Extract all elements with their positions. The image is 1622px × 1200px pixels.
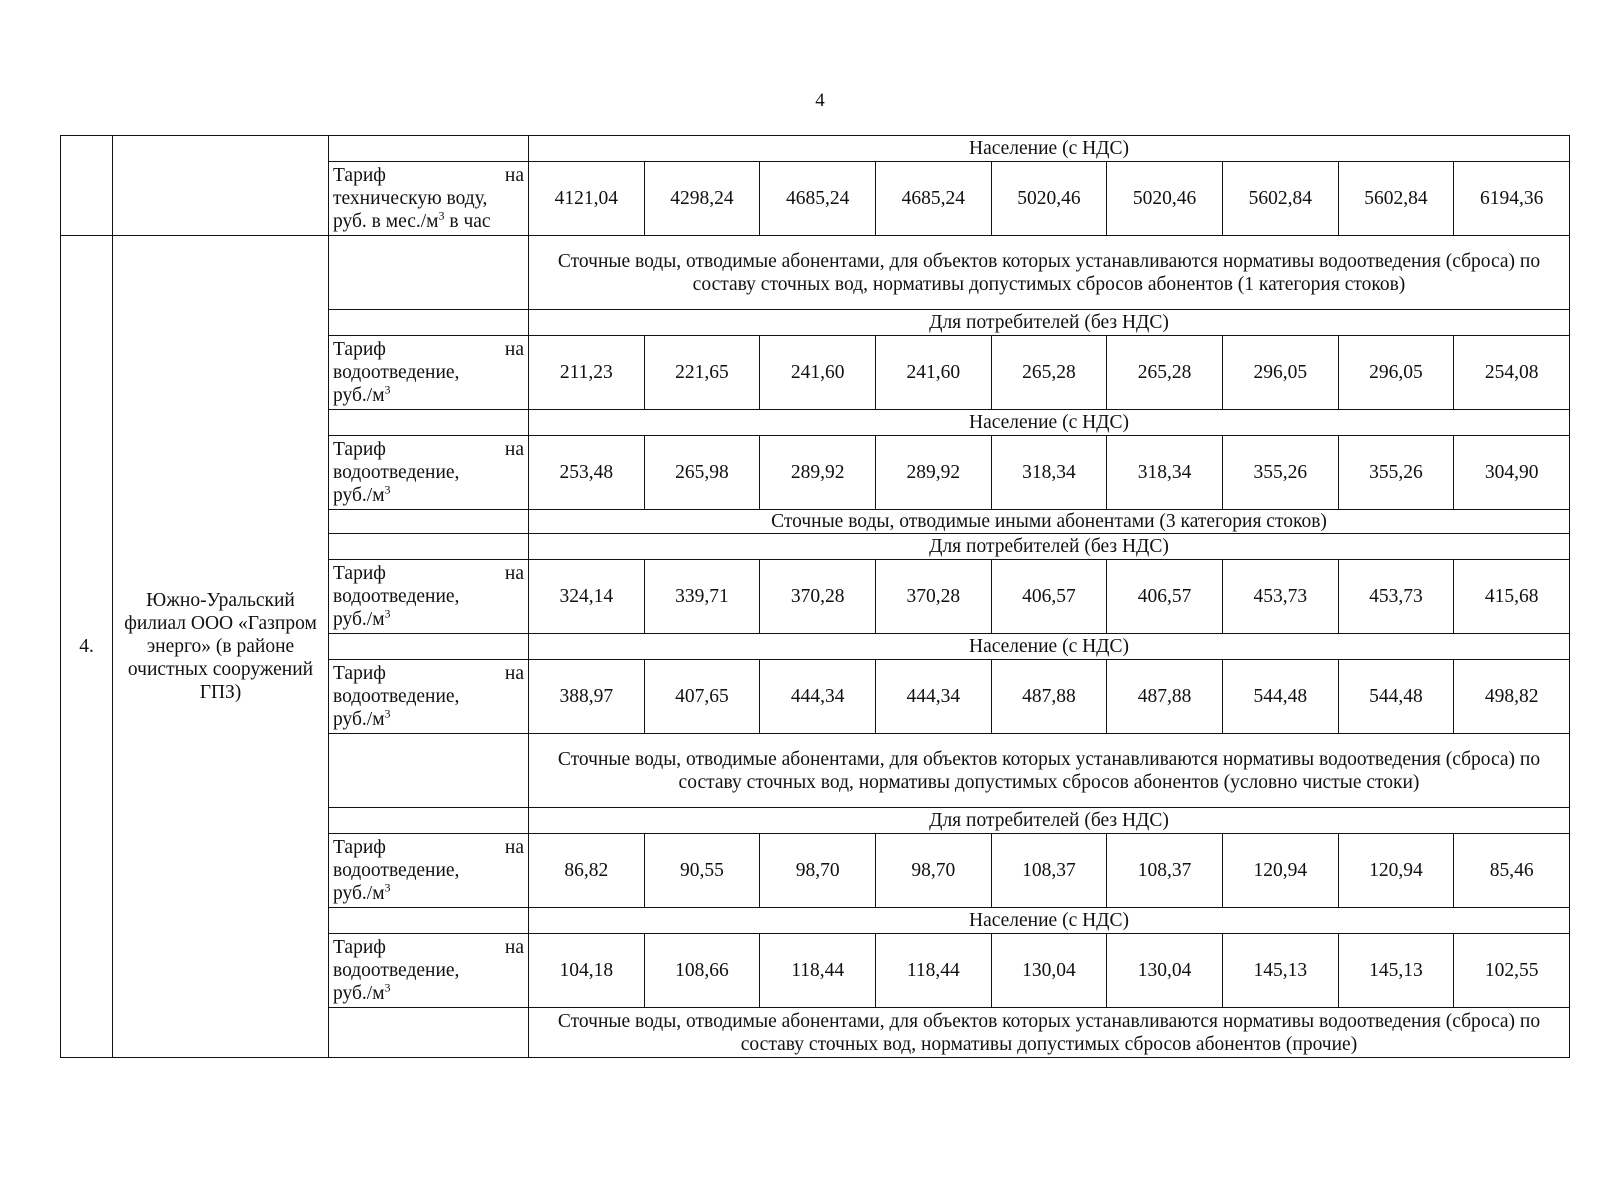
tariff-value: 118,44 [760, 934, 876, 1008]
tariff-unit [333, 882, 524, 905]
unit-exponent: 3 [384, 482, 391, 497]
empty-cell [329, 236, 529, 310]
tariff-value: 98,70 [875, 834, 991, 908]
tariff-value: 118,44 [875, 934, 991, 1008]
tariff-value: 444,34 [760, 660, 876, 734]
tariff-service: водоотведение, [333, 960, 460, 981]
unit-tail: в час [444, 211, 491, 232]
group-header: Население (с НДС) [529, 634, 1570, 660]
tariff-unit [333, 608, 524, 631]
section-title: Сточные воды, отводимые абонентами, для объектов которых устанавливаются нормативы водоотведения (сброса) по составу сточных вод, нормативы допустимых сбросов абонентов (условно чистые стоки) [529, 734, 1570, 808]
tariff-value: 370,28 [875, 560, 991, 634]
tariff-value: 444,34 [875, 660, 991, 734]
group-header: Население (с НДС) [529, 136, 1570, 162]
tariff-value: 120,94 [1222, 834, 1338, 908]
scan-mark [117, 177, 324, 195]
unit-exponent: 3 [384, 382, 391, 397]
tariff-value: 130,04 [991, 934, 1107, 1008]
tariff-word: Тариф [333, 165, 386, 186]
tariff-value: 104,18 [529, 934, 645, 1008]
empty-cell [329, 510, 529, 534]
tariff-unit [333, 708, 524, 731]
section-title: Сточные воды, отводимые иными абонентами (3 категория стоков) [529, 510, 1570, 534]
tariff-value: 415,68 [1454, 560, 1570, 634]
tariff-value: 544,48 [1338, 660, 1454, 734]
tariff-service: водоотведение, [333, 462, 460, 483]
tariff-label [329, 834, 529, 908]
empty-cell [329, 310, 529, 336]
group-header: Для потребителей (без НДС) [529, 534, 1570, 560]
tariff-word: Тариф [333, 837, 386, 858]
unit-main: руб./м [333, 983, 385, 1004]
tariff-value: 487,88 [1107, 660, 1223, 734]
tariff-value: 265,28 [1107, 336, 1223, 410]
tariff-value: 254,08 [1454, 336, 1570, 410]
tariff-word: Тариф [333, 439, 386, 460]
tariff-service: водоотведение, [333, 686, 460, 707]
tariff-value: 289,92 [875, 436, 991, 510]
tariff-service: водоотведение, [333, 860, 460, 881]
tariff-value: 145,13 [1338, 934, 1454, 1008]
tariff-value: 90,55 [644, 834, 760, 908]
tariff-label [329, 162, 529, 236]
tariff-value: 211,23 [529, 336, 645, 410]
tariff-value: 5020,46 [1107, 162, 1223, 236]
tariff-value: 120,94 [1338, 834, 1454, 908]
tariff-value: 407,65 [644, 660, 760, 734]
tariff-value: 318,34 [991, 436, 1107, 510]
empty-cell [329, 410, 529, 436]
unit-main: руб./м [333, 385, 385, 406]
tariff-value: 5020,46 [991, 162, 1107, 236]
tariff-label-top [333, 338, 524, 361]
tariff-prep: на [504, 165, 524, 186]
tariff-value: 4298,24 [644, 162, 760, 236]
organization-cell-prev [113, 136, 329, 236]
tariff-unit [333, 384, 524, 407]
tariff-value: 85,46 [1454, 834, 1570, 908]
tariff-prep: на [504, 339, 524, 360]
tariff-value: 296,05 [1222, 336, 1338, 410]
tariff-value: 487,88 [991, 660, 1107, 734]
tariff-value: 4685,24 [875, 162, 991, 236]
tariff-table [60, 135, 1570, 1058]
tariff-value: 498,82 [1454, 660, 1570, 734]
tariff-value: 98,70 [760, 834, 876, 908]
empty-cell [329, 734, 529, 808]
group-header: Население (с НДС) [529, 410, 1570, 436]
tariff-value: 453,73 [1222, 560, 1338, 634]
group-header: Для потребителей (без НДС) [529, 808, 1570, 834]
tariff-word: Тариф [333, 663, 386, 684]
unit-main: руб./м [333, 883, 385, 904]
tariff-value: 355,26 [1338, 436, 1454, 510]
section-title: Сточные воды, отводимые абонентами, для объектов которых устанавливаются нормативы водоотведения (сброса) по составу сточных вод, нормативы допустимых сбросов абонентов (прочие) [529, 1008, 1570, 1058]
tariff-value: 241,60 [875, 336, 991, 410]
tariff-label [329, 560, 529, 634]
tariff-label-top [333, 164, 524, 187]
unit-main: руб./м [333, 709, 385, 730]
table-row [61, 136, 1570, 162]
tariff-value: 544,48 [1222, 660, 1338, 734]
row-number: 4. [61, 236, 113, 1058]
group-header: Для потребителей (без НДС) [529, 310, 1570, 336]
tariff-value: 304,90 [1454, 436, 1570, 510]
tariff-value: 406,57 [991, 560, 1107, 634]
unit-exponent: 3 [384, 980, 391, 995]
tariff-prep: на [504, 563, 524, 584]
tariff-value: 355,26 [1222, 436, 1338, 510]
unit-exponent: 3 [384, 880, 391, 895]
tariff-value: 5602,84 [1222, 162, 1338, 236]
tariff-value: 253,48 [529, 436, 645, 510]
tariff-label-top [333, 438, 524, 461]
empty-cell [329, 634, 529, 660]
tariff-value: 318,34 [1107, 436, 1223, 510]
unit-main: руб./м [333, 485, 385, 506]
tariff-prep: на [504, 663, 524, 684]
tariff-prep: на [504, 837, 524, 858]
tariff-word: Тариф [333, 937, 386, 958]
tariff-prep: на [504, 937, 524, 958]
empty-cell [329, 908, 529, 934]
tariff-service: водоотведение, [333, 362, 460, 383]
tariff-label-top [333, 936, 524, 959]
tariff-value: 241,60 [760, 336, 876, 410]
section-title: Сточные воды, отводимые абонентами, для объектов которых устанавливаются нормативы водоотведения (сброса) по составу сточных вод, нормативы допустимых сбросов абонентов (1 категория стоков) [529, 236, 1570, 310]
tariff-label [329, 436, 529, 510]
tariff-label [329, 660, 529, 734]
tariff-label [329, 336, 529, 410]
unit-main: руб. в мес./м [333, 211, 439, 232]
tariff-service: техническую воду, [333, 188, 488, 209]
row-number-cell-prev [61, 136, 113, 236]
empty-cell [329, 534, 529, 560]
tariff-value: 339,71 [644, 560, 760, 634]
empty-cell [329, 1008, 529, 1058]
tariff-value: 4685,24 [760, 162, 876, 236]
tariff-value: 388,97 [529, 660, 645, 734]
tariff-value: 130,04 [1107, 934, 1223, 1008]
tariff-label-top [333, 662, 524, 685]
tariff-label [329, 934, 529, 1008]
tariff-value: 108,37 [991, 834, 1107, 908]
tariff-value: 5602,84 [1338, 162, 1454, 236]
tariff-value: 221,65 [644, 336, 760, 410]
tariff-label-top [333, 562, 524, 585]
tariff-unit [333, 484, 524, 507]
group-header: Население (с НДС) [529, 908, 1570, 934]
tariff-value: 406,57 [1107, 560, 1223, 634]
tariff-word: Тариф [333, 563, 386, 584]
tariff-value: 265,98 [644, 436, 760, 510]
tariff-value: 145,13 [1222, 934, 1338, 1008]
empty-cell [329, 808, 529, 834]
tariff-value: 86,82 [529, 834, 645, 908]
unit-main: руб./м [333, 609, 385, 630]
tariff-word: Тариф [333, 339, 386, 360]
tariff-value: 296,05 [1338, 336, 1454, 410]
tariff-value: 453,73 [1338, 560, 1454, 634]
unit-exponent: 3 [438, 208, 445, 223]
tariff-value: 108,37 [1107, 834, 1223, 908]
tariff-value: 108,66 [644, 934, 760, 1008]
tariff-service: водоотведение, [333, 586, 460, 607]
empty-cell [329, 136, 529, 162]
tariff-value: 324,14 [529, 560, 645, 634]
tariff-value: 265,28 [991, 336, 1107, 410]
tariff-value: 289,92 [760, 436, 876, 510]
tariff-label-top [333, 836, 524, 859]
tariff-value: 4121,04 [529, 162, 645, 236]
unit-exponent: 3 [384, 706, 391, 721]
tariff-value: 102,55 [1454, 934, 1570, 1008]
unit-exponent: 3 [384, 606, 391, 621]
tariff-unit [333, 982, 524, 1005]
tariff-unit [333, 210, 524, 233]
tariff-prep: на [504, 439, 524, 460]
table-row [61, 236, 1570, 310]
organization-name: Южно-Уральский филиал ООО «Газпром энерго» (в районе очистных сооружений ГПЗ) [113, 236, 329, 1058]
page-number: 4 [815, 90, 825, 111]
tariff-value: 6194,36 [1454, 162, 1570, 236]
tariff-value: 370,28 [760, 560, 876, 634]
